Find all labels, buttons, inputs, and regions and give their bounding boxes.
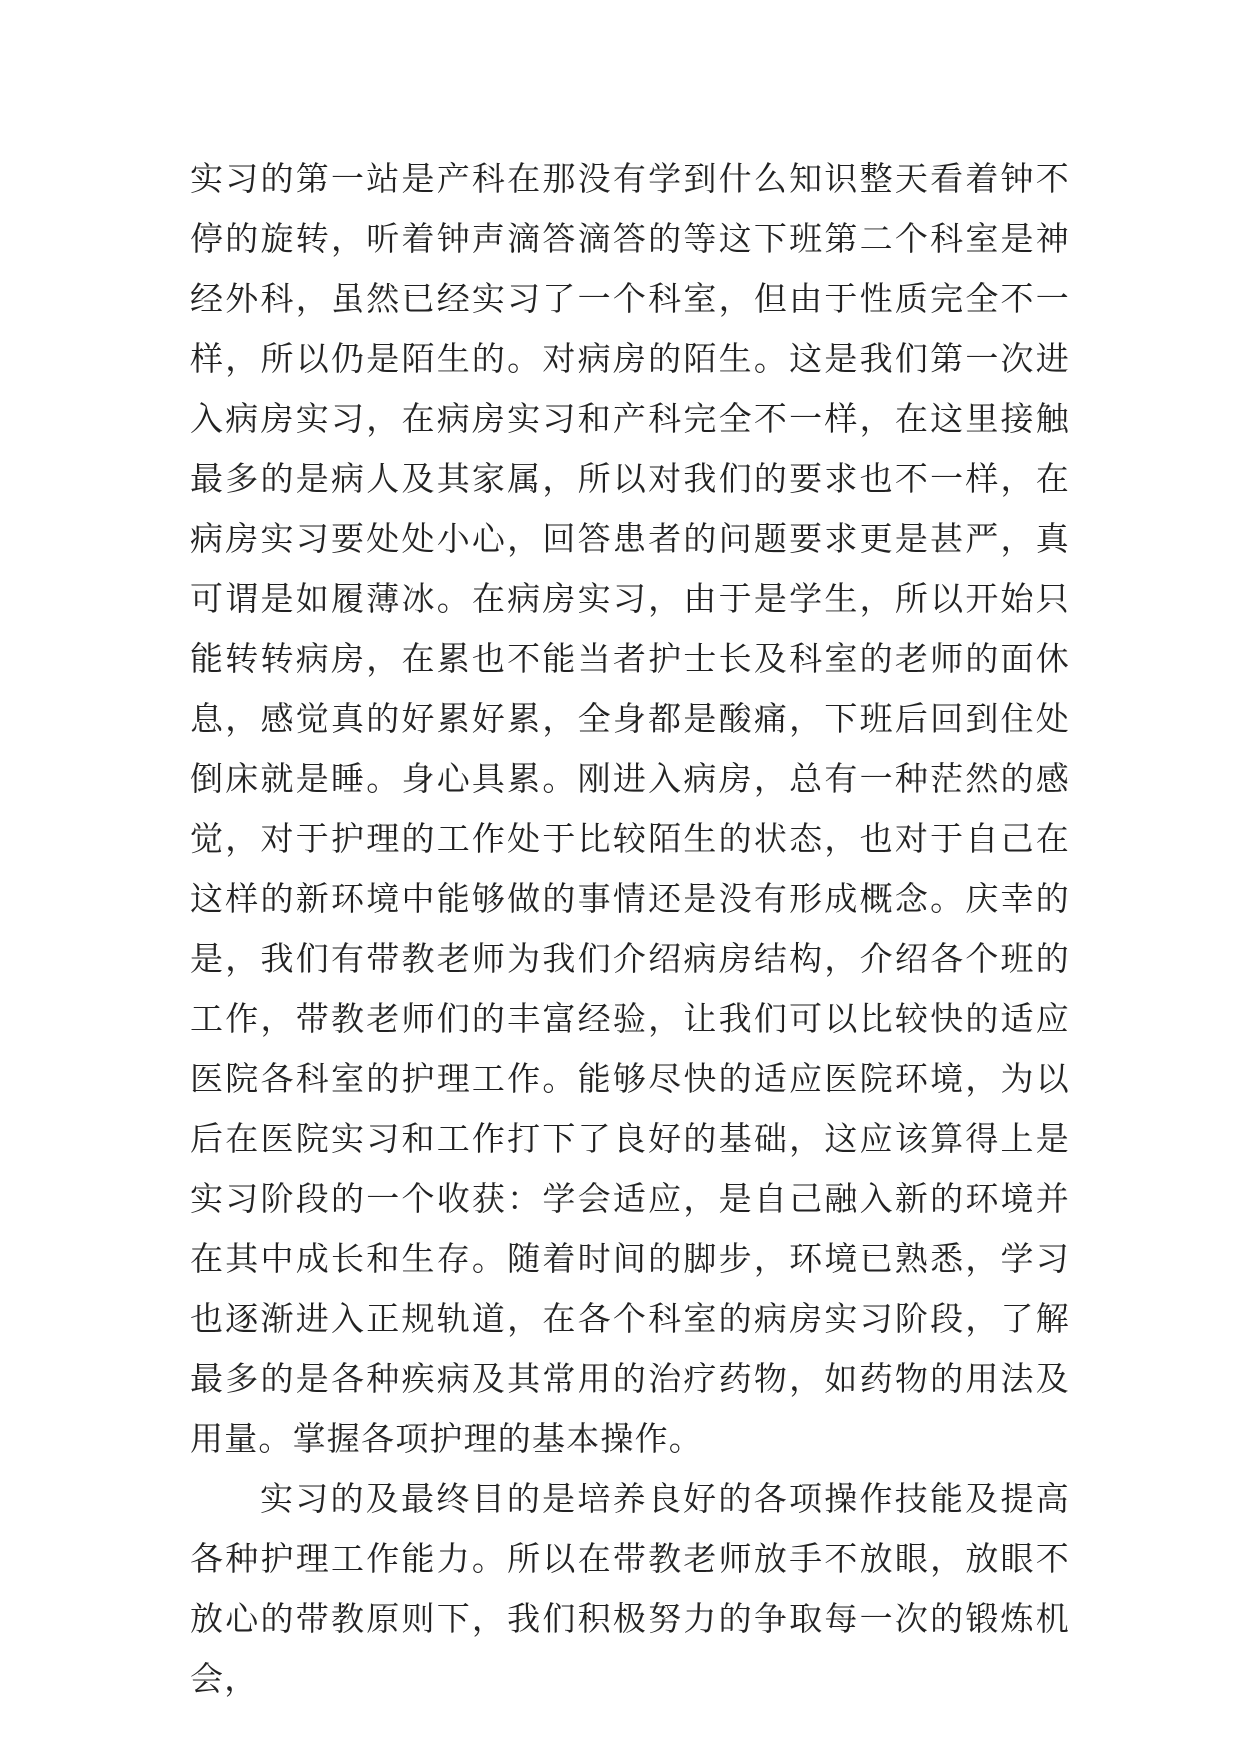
paragraph-1: 实习的第一站是产科在那没有学到什么知识整天看着钟不停的旋转，听着钟声滴答滴答的等这下班第二个科室是神经外科，虽然已经实习了一个科室，但由于性质完全不一样，所以仍是陌生的。对病房的陌生。这是我们第一次进入病房实习，在病房实习和产科完全不一样，在这里接触最多的是病人及其家属，所以对我们的要求也不一样，在病房实习要处处小心，回答患者的问题要求更是甚严，真可谓是如履薄冰。在病房实习，由于是学生，所以开始只能转转病房，在累也不能当者护士长及科室的老师的面休息，感觉真的好累好累，全身都是酸痛，下班后回到住处倒床就是睡。身心具累。刚进入病房，总有一种茫然的感觉，对于护理的工作处于比较陌生的状态，也对于自己在这样的新环境中能够做的事情还是没有形成概念。庆幸的是，我们有带教老师为我们介绍病房结构，介绍各个班的工作，带教老师们的丰富经验，让我们可以比较快的适应医院各科室的护理工作。能够尽快的适应医院环境，为以后在医院实习和工作打下了良好的基础，这应该算得上是实习阶段的一个收获：学会适应，是自己融入新的环境并在其中成长和生存。随着时间的脚步，环境已熟悉，学习也逐渐进入正规轨道，在各个科室的病房实习阶段，了解最多的是各种疾病及其常用的治疗药物，如药物的用法及用量。掌握各项护理的基本操作。: [190, 159, 1070, 1458]
paragraph-2: 实习的及最终目的是培养良好的各项操作技能及提高各种护理工作能力。所以在带教老师放手不放眼，放眼不放心的带教原则下，我们积极努力的争取每一次的锻炼机会，: [190, 1479, 1070, 1698]
document-body: [190, 149, 1070, 1709]
